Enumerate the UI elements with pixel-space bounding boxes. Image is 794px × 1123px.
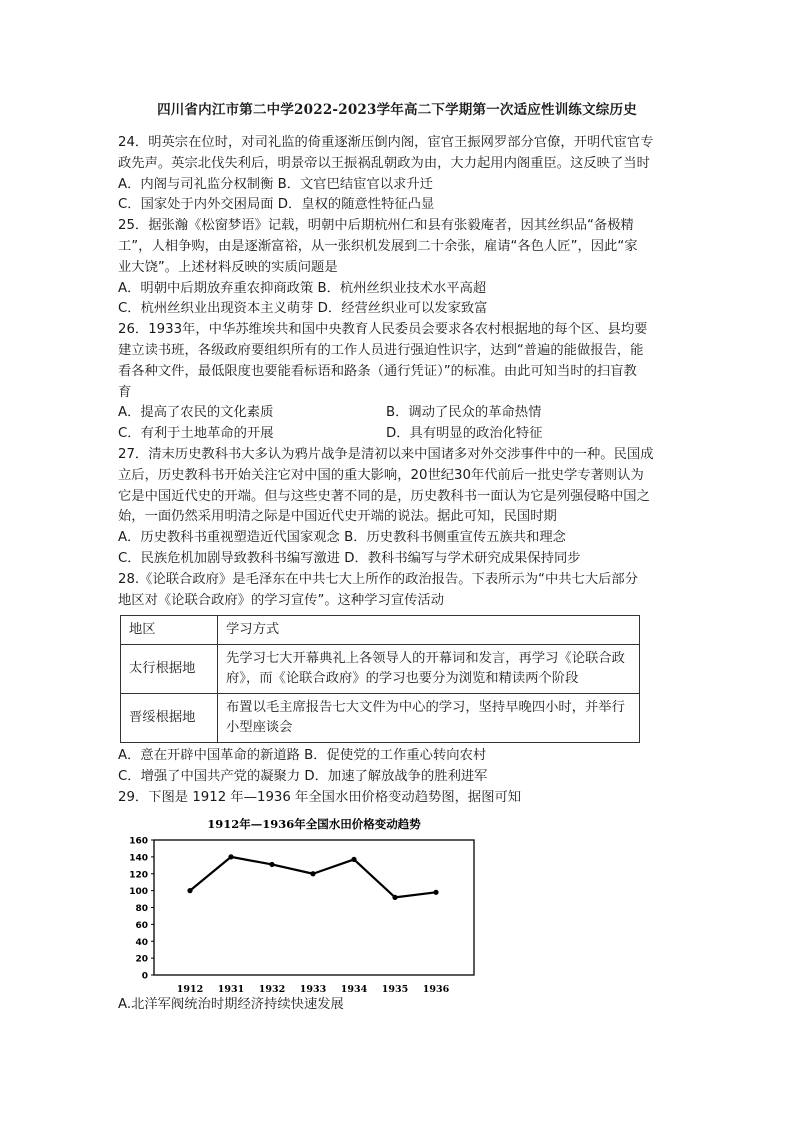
x-tick-label: 1935 (381, 983, 409, 995)
stem-line: 地区对《论联合政府》的学习宣传”。这种学习宣传活动 (118, 592, 445, 608)
stem-line: 立后，历史教科书开始关注它对中国的重大影响，20世纪30年代前后一批史学专著则认为 (118, 467, 644, 483)
option-row (118, 403, 678, 424)
question-29 (118, 788, 678, 1016)
option-line: C．民族危机加剧导致教科书编写激进 D．教科书编写与学术研究成果保持同步 (118, 550, 581, 566)
stem-line: 26．1933年，中华苏维埃共和国中央教育人民委员会要求各农村根据地的每个区、县均要 (118, 322, 648, 338)
option-line: C．杭州丝织业出现资本主义萌芽 D．经营丝织业可以发家致富 (118, 301, 488, 317)
x-tick-label: 1912 (176, 983, 204, 995)
question-27 (118, 445, 678, 570)
table-cell: 先学习七大开幕典礼上各领导人的开幕词和发言，再学习《论联合政府》，而《论联合政府》的学习也要分为浏览和精读两个阶段 (218, 645, 640, 694)
question-26 (118, 320, 678, 445)
table-header: 学习方式 (218, 616, 640, 645)
data-point (433, 889, 438, 894)
table-header-row (121, 616, 640, 645)
data-point (228, 854, 233, 859)
question-25 (118, 216, 678, 320)
stem-line: 它是中国近代史的开端。但与这些史著不同的是，历史教科书一面认为它是列强侵略中国之 (118, 488, 650, 504)
y-tick-label: 0 (141, 971, 148, 982)
x-tick-label: 1936 (422, 983, 450, 995)
option-c: C．有利于土地革命的开展 (118, 426, 274, 442)
y-tick-label: 60 (135, 920, 148, 931)
option-line: C．增强了中国共产党的凝聚力 D．加速了解放战争的胜利进军 (118, 769, 488, 785)
data-point (187, 888, 192, 893)
study-table (120, 615, 640, 743)
table-cell: 太行根据地 (121, 645, 218, 694)
option-d: D．具有明显的政治化特征 (386, 426, 543, 442)
stem-line: 政先声。英宗北伐失利后，明景帝以王振祸乱朝政为由，大力起用内阁重臣。这反映了当时 (118, 155, 650, 171)
x-tick-label: 1933 (299, 983, 327, 995)
y-tick-label: 120 (129, 869, 148, 880)
y-tick-label: 80 (135, 903, 148, 914)
chart-svg (118, 813, 488, 995)
option-row (118, 424, 678, 445)
stem-line: 28.《论联合政府》是毛泽东在中共七大上所作的政治报告。下表所示为“中共七大后部分 (118, 571, 639, 587)
stem-line: 27．清末历史教科书大多认为鸦片战争是清初以来中国诸多对外交涉事件中的一种。民国成 (118, 446, 654, 462)
stem-line: 24．明英宗在位时，对司礼监的倚重逐渐压倒内阁，宦官王振网罗部分官僚，开明代宦官专 (118, 135, 654, 150)
table-cell: 布置以毛主席报告七大文件为中心的学习，坚持早晚四小时，并举行小型座谈会 (218, 694, 640, 743)
option-line: A．历史教科书重视塑造近代国家观念 B．历史教科书侧重宣传五族共和理念 (118, 530, 566, 546)
stem-line: 建立读书班，各级政府要组织所有的工作人员进行强迫性识字，达到“普遍的能做报告，能 (118, 342, 644, 358)
table-row (121, 694, 640, 743)
option-line: A．明朝中后期放弃重农抑商政策 B．杭州丝织业技术水平高超 (118, 280, 487, 296)
question-24 (118, 133, 678, 216)
data-point (269, 862, 274, 867)
option-line: A．内阁与司礼监分权制衡 B．文官巴结宦官以求升迁 (118, 176, 433, 192)
x-tick-label: 1931 (217, 983, 245, 995)
price-chart (118, 813, 678, 995)
question-content (118, 133, 678, 1016)
chart-title: 1912年—1936年全国水田价格变动趋势 (207, 816, 421, 831)
stem-line: 29．下图是 1912 年—1936 年全国水田价格变动趋势图，据图可知 (118, 789, 522, 805)
stem-line: 看各种文件，最低限度也要能看标语和路条（通行凭证）”的标准。由此可知当时的扫盲教 (118, 363, 637, 379)
data-point (392, 894, 397, 899)
plot-frame (154, 840, 474, 975)
stem-line: 育 (118, 384, 132, 400)
stem-line: 业大饶”。上述材料反映的实质问题是 (118, 259, 338, 275)
table-row (121, 645, 640, 694)
y-tick-label: 20 (135, 954, 148, 965)
stem-line: 工”，人相争购，由是逐渐富裕，从一张织机发展到二十余张，雇请“各色人匠”，因此“家 (118, 238, 638, 254)
document-title: 四川省内江市第二中学2022-2023学年高二下学期第一次适应性训练文综历史 (157, 102, 637, 118)
data-point (310, 871, 315, 876)
stem-line: 25．据张瀚《松窗梦语》记载，明朝中后期杭州仁和县有张毅庵者，因其丝织品“备极精 (118, 218, 634, 234)
y-tick-label: 160 (129, 836, 148, 847)
y-tick-label: 40 (135, 937, 148, 948)
option-b: B．调动了民众的革命热情 (386, 405, 542, 421)
question-28 (118, 570, 678, 788)
x-tick-label: 1934 (340, 983, 368, 995)
stem-line: 始，一面仍然采用明清之际是中国近代史开端的说法。据此可知，民国时期 (118, 509, 557, 525)
option-line: A．意在开辟中国革命的新道路 B．促使党的工作重心转向农村 (118, 748, 487, 764)
x-tick-label: 1932 (258, 983, 286, 995)
y-tick-label: 140 (129, 853, 148, 864)
option-line: A.北洋军阀统治时期经济持续快速发展 (118, 996, 344, 1012)
data-point (351, 857, 356, 862)
option-a: A．提高了农民的文化素质 (118, 405, 274, 421)
table-cell: 晋绥根据地 (121, 694, 218, 743)
table-header: 地区 (121, 616, 218, 645)
series-line (190, 857, 436, 898)
y-tick-label: 100 (129, 886, 148, 897)
option-line: C．国家处于内外交困局面 D．皇权的随意性特征凸显 (118, 197, 435, 213)
